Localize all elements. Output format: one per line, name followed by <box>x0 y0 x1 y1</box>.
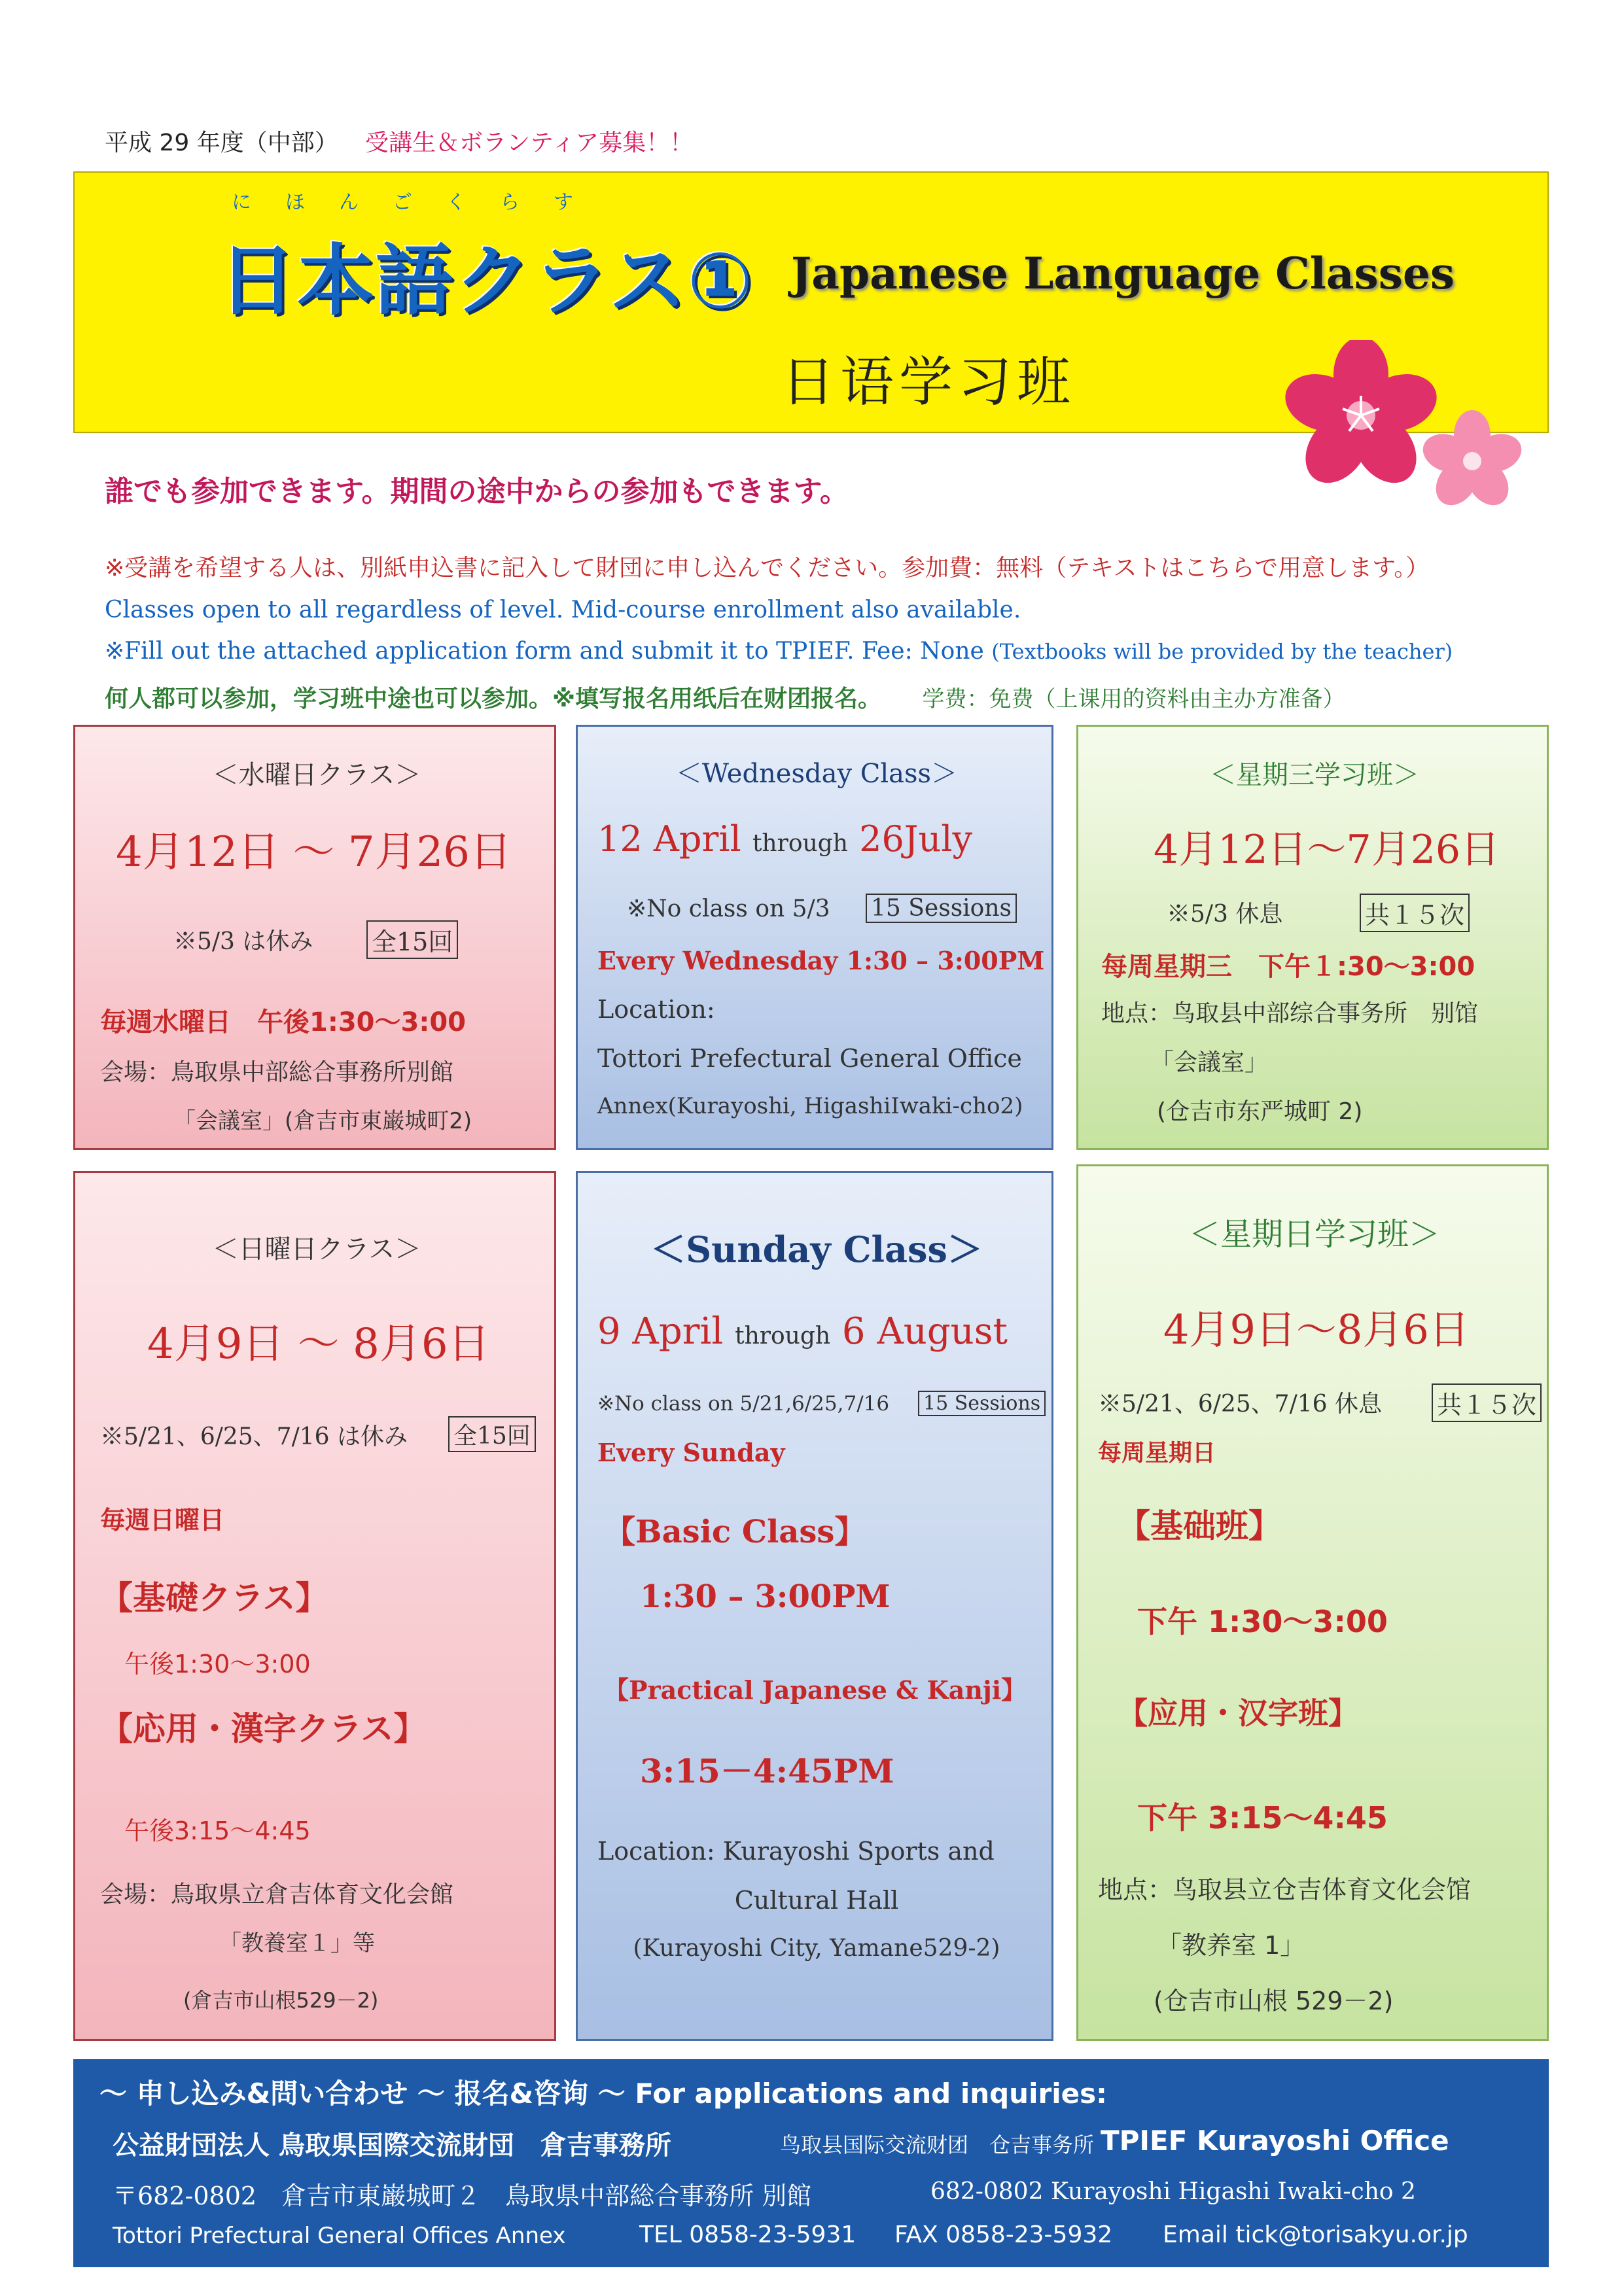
footer-heading: ～ 申し込み&問い合わせ ～ 报名&咨询 ～ For applications and inquiries: <box>99 2078 1107 2110</box>
basic-time: 下午 1:30～3:00 <box>1137 1604 1388 1639</box>
sakura-flower-icon <box>1282 340 1544 536</box>
box-title: ＜Sunday Class＞ <box>650 1228 983 1270</box>
box-note: ※5/3 は休み <box>173 928 313 955</box>
box-place-2: Cultural Hall <box>734 1886 899 1915</box>
box-place-2: 「教养室 1」 <box>1157 1931 1305 1960</box>
box-sessions: 全15回 <box>366 920 458 959</box>
intro-cn <box>105 680 1345 714</box>
date-to: 6 August <box>841 1310 1008 1353</box>
box-place-1: Location: Kurayoshi Sports and <box>597 1837 995 1866</box>
date-through: through <box>735 1323 831 1349</box>
box-when: Every Wednesday 1:30 – 3:00PM <box>597 946 1045 975</box>
box-title: ＜星期日学习班＞ <box>1188 1216 1440 1253</box>
header-line <box>105 124 693 158</box>
location-label: Location: <box>597 995 715 1024</box>
box-dates: 4月9日 ～ 8月6日 <box>147 1320 490 1368</box>
intro-en-2-note: (Textbooks will be provided by the teacher) <box>991 639 1453 664</box>
intro-en-2-main: ※Fill out the attached application form and submit it to TPIEF. Fee: None <box>105 638 984 665</box>
wednesday-class-cn <box>1076 725 1549 1150</box>
applied-label: 【Practical Japanese & Kanji】 <box>604 1675 1027 1705</box>
box-dates: 4月12日 ～ 7月26日 <box>116 828 512 877</box>
date-from: 12 April <box>597 818 741 860</box>
applied-time: 下午 3:15～4:45 <box>1137 1800 1388 1835</box>
wednesday-class-en <box>576 725 1053 1150</box>
box-place-3: (仓吉市山根 529－2) <box>1154 1987 1394 2015</box>
footer-address-en: 682-0802 Kurayoshi Higashi Iwaki-cho 2 <box>930 2178 1416 2205</box>
footer-annex: Tottori Prefectural General Offices Annex <box>113 2223 566 2249</box>
box-place-2: Annex(Kurayoshi, HigashiIwaki-cho2) <box>597 1093 1023 1119</box>
recruit-heading: 受講生＆ボランティア募集！！ <box>365 130 694 156</box>
box-note: ※No class on 5/3 <box>627 896 830 922</box>
wednesday-class-jp <box>73 725 556 1150</box>
footer-tel: TEL 0858-23-5931 <box>639 2221 856 2248</box>
sunday-class-cn <box>1076 1164 1549 2041</box>
box-place-2: 「教養室１」等 <box>219 1930 375 1957</box>
date-to: 26July <box>859 818 973 860</box>
footer-address-jp: 〒682-0802 倉吉市東巌城町２ 鳥取県中部総合事務所 別館 <box>113 2182 812 2210</box>
intro-cn-fee: 学费：免费（上课用的资料由主办方准备） <box>922 686 1345 712</box>
box-title: ＜Wednesday Class＞ <box>675 759 958 789</box>
box-sessions: 15 Sessions <box>866 894 1017 923</box>
fiscal-year: 平成 29 年度（中部） <box>105 130 338 156</box>
applied-label: 【応用・漢字クラス】 <box>100 1710 427 1748</box>
intro-cn-main: 何人都可以参加，学习班中途也可以参加。※填写报名用纸后在财团报名。 <box>105 686 881 712</box>
box-sessions: 共１５次 <box>1432 1383 1542 1422</box>
basic-time: 1:30 – 3:00PM <box>640 1578 891 1615</box>
intro-en-2 <box>105 638 1453 665</box>
box-title: ＜日曜日クラス＞ <box>212 1234 421 1264</box>
footer-org-en: TPIEF Kurayoshi Office <box>1101 2125 1449 2157</box>
box-title: ＜星期三学习班＞ <box>1210 760 1419 790</box>
basic-label: 【Basic Class】 <box>604 1514 866 1550</box>
box-place-1: Tottori Prefectural General Office <box>597 1044 1022 1073</box>
date-from: 9 April <box>597 1310 724 1353</box>
title-chinese: 日语学习班 <box>781 351 1076 413</box>
box-sessions: 15 Sessions <box>918 1391 1046 1416</box>
box-note: ※5/3 休息 <box>1167 901 1283 928</box>
box-dates <box>597 818 972 860</box>
box-note: ※5/21、6/25、7/16 は休み <box>100 1423 408 1450</box>
applied-label: 【应用・汉字班】 <box>1118 1696 1358 1731</box>
box-place-2: 「会議室」 <box>1150 1049 1269 1076</box>
box-place-1: 会場：鳥取県立倉吉体育文化会館 <box>100 1881 454 1908</box>
box-note: ※5/21、6/25、7/16 休息 <box>1098 1391 1382 1418</box>
box-sessions: 全15回 <box>448 1416 536 1452</box>
footer-email[interactable]: Email tick@torisakyu.or.jp <box>1163 2221 1468 2248</box>
footer-org-jp: 公益財団法人 鳥取県国際交流財団 倉吉事務所 <box>113 2131 671 2161</box>
title-japanese: 日本語クラス① <box>219 235 754 326</box>
box-place-1: 会場：鳥取県中部総合事務所別館 <box>100 1059 454 1086</box>
box-place-3: (倉吉市山根529－2) <box>183 1988 379 2013</box>
box-place-3: (Kurayoshi City, Yamane529-2) <box>633 1935 1000 1962</box>
sunday-class-en <box>576 1171 1053 2041</box>
box-when: 毎週日曜日 <box>100 1506 225 1535</box>
box-when: Every Sunday <box>597 1438 785 1467</box>
box-when: 毎週水曜日 午後1:30～3:00 <box>100 1007 466 1037</box>
box-place-3: (仓吉市东严城町 2) <box>1157 1098 1363 1125</box>
box-when: 每周星期三 下午１:30～3:00 <box>1101 952 1475 982</box>
box-dates <box>597 1310 1008 1353</box>
box-sessions: 共１５次 <box>1360 894 1470 932</box>
box-title: ＜水曜日クラス＞ <box>212 760 421 790</box>
footer-fax: FAX 0858-23-5932 <box>894 2221 1113 2248</box>
applied-time: 3:15－4:45PM <box>640 1752 894 1790</box>
box-place-1: 地点：鸟取县中部综合事务所 别馆 <box>1101 1000 1479 1027</box>
basic-label: 【基礎クラス】 <box>100 1579 328 1617</box>
box-place-2: 「会議室」(倉吉市東巌城町2) <box>173 1108 472 1134</box>
intro-jp-2: ※受講を希望する人は、別紙申込書に記入して財団に申し込んでください。参加費：無料（テキストはこちらで用意します。） <box>105 555 1430 582</box>
box-dates: 4月9日～8月6日 <box>1163 1306 1470 1353</box>
box-place-1: 地点：鸟取县立仓吉体育文化会馆 <box>1098 1875 1472 1904</box>
box-dates: 4月12日～7月26日 <box>1154 827 1500 873</box>
box-note: ※No class on 5/21,6/25,7/16 <box>597 1392 890 1416</box>
title-ruby: にほんごくらす <box>232 191 607 214</box>
basic-label: 【基础班】 <box>1118 1507 1281 1545</box>
contact-footer <box>73 2059 1549 2267</box>
basic-time: 午後1:30～3:00 <box>124 1650 311 1679</box>
intro-en-1: Classes open to all regardless of level. Mid-course enrollment also available. <box>105 597 1021 623</box>
applied-time: 午後3:15～4:45 <box>124 1817 311 1845</box>
footer-org-cn: 鸟取县国际交流财团 仓吉事务所 <box>780 2132 1095 2157</box>
title-english: Japanese Language Classes <box>791 248 1455 299</box>
date-through: through <box>752 830 848 857</box>
box-when: 每周星期日 <box>1098 1440 1216 1467</box>
sunday-class-jp <box>73 1171 556 2041</box>
intro-jp-1: 誰でも参加できます。期間の途中からの参加もできます。 <box>105 475 849 508</box>
